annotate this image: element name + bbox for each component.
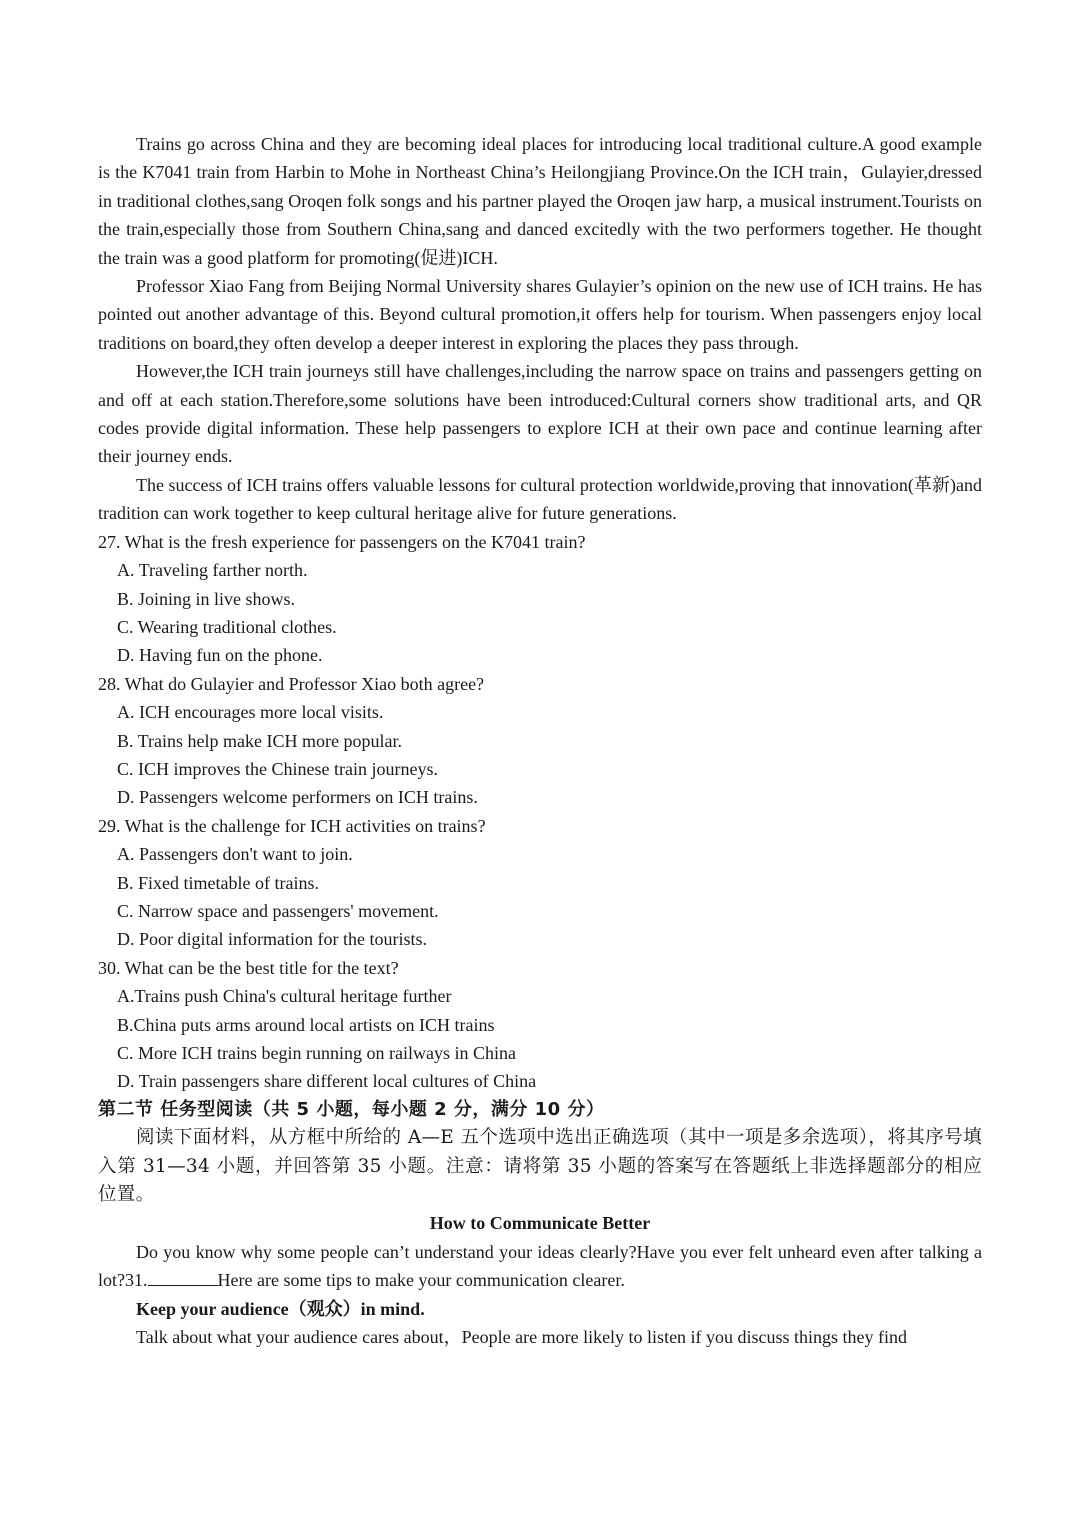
option-a: A. Passengers don't want to join.	[117, 844, 353, 865]
intro-paragraph	[98, 1238, 982, 1295]
option-a: A.Trains push China's cultural heritage further	[117, 986, 452, 1007]
option-c: C. More ICH trains begin running on railways in China	[117, 1043, 516, 1063]
option-b: B.China puts arms around local artists on ICH trains	[117, 1014, 495, 1035]
question-list	[98, 528, 982, 1096]
option-d: D. Having fun on the phone.	[117, 645, 323, 666]
tip-subheading: Keep your audience（观众）in mind.	[136, 1298, 425, 1319]
passage-title: How to Communicate Better	[429, 1213, 651, 1234]
option-b: B. Joining in live shows.	[117, 588, 296, 609]
answer-blank-31	[148, 1267, 218, 1286]
option-b: B. Fixed timetable of trains.	[117, 872, 319, 893]
option-d: D. Passengers welcome performers on ICH trains.	[117, 787, 478, 808]
section-2	[98, 1096, 982, 1352]
intro-text-continued: Here are some tips to make your communication clearer.	[217, 1270, 625, 1291]
option-c: C. Narrow space and passengers' movement.	[117, 900, 439, 921]
passage-paragraph-2: Professor Xiao Fang from Beijing Normal University shares Gulayier’s opinion on the new use of ICH trains. He has pointed out another advantage of this. Beyond cultural promotion,it offers help for tourism. When passengers enjoy local traditions on board,they often develop a deeper interest in exploring the places they pass through.	[98, 276, 982, 353]
option-c: C. ICH improves the Chinese train journeys.	[117, 758, 438, 779]
exam-page	[98, 130, 982, 1351]
section-instructions: 阅读下面材料，从方框中所给的 A—E 五个选项中选出正确选项（其中一项是多余选项），将其序号填入第 31—34 小题，并回答第 35 小题。注意：请将第 35 小题的答案写在答题纸上非选择题部分的相应位置。	[98, 1127, 982, 1206]
question-27	[98, 528, 982, 670]
option-a: A. Traveling farther north.	[117, 560, 308, 581]
option-b: B. Trains help make ICH more popular.	[117, 730, 402, 751]
question-stem: 27. What is the fresh experience for passengers on the K7041 train?	[98, 531, 586, 552]
passage-paragraph-4: The success of ICH trains offers valuable lessons for cultural protection worldwide,proving that innovation(革新)and tradition can work together to keep cultural heritage alive for future generations.	[98, 474, 982, 524]
question-stem: 29. What is the challenge for ICH activities on trains?	[98, 815, 486, 836]
question-stem: 30. What can be the best title for the text?	[98, 957, 399, 978]
option-c: C. Wearing traditional clothes.	[117, 616, 337, 637]
passage-paragraph-3: However,the ICH train journeys still have challenges,including the narrow space on trains and passengers getting on and off at each station.Therefore,some solutions have been introduced:Cultural corners show traditional arts, and QR codes provide digital information. These help passengers to explore ICH at their own pace and continue learning after their journey ends.	[98, 361, 982, 467]
question-stem: 28. What do Gulayier and Professor Xiao both agree?	[98, 673, 485, 694]
tip-paragraph: Talk about what your audience cares about，People are more likely to listen if you discuss things they find	[136, 1327, 908, 1348]
question-28	[98, 670, 982, 812]
passage-paragraph-1: Trains go across China and they are becoming ideal places for introducing local traditional culture.A good example is the K7041 train from Harbin to Mohe in Northeast China’s Heilongjiang Province.On the ICH train，Gulayier,dressed in traditional clothes,sang Oroqen folk songs and his partner played the Oroqen jaw harp, a musical instrument.Tourists on the train,especially those from Southern China,sang and danced excitedly with the two performers together. He thought the train was a good platform for promoting(促进)ICH.	[98, 134, 982, 268]
reading-passage	[98, 130, 982, 528]
section-heading: 第二节 任务型阅读（共 5 小题，每小题 2 分，满分 10 分）	[98, 1098, 605, 1120]
option-d: D. Train passengers share different local cultures of China	[117, 1071, 537, 1092]
question-29	[98, 812, 982, 954]
option-d: D. Poor digital information for the tourists.	[117, 929, 427, 950]
intro-text: Do you know why some people can’t understand your ideas clearly?Have you ever felt unheard even after talking a lot?31.	[98, 1241, 982, 1291]
option-a: A. ICH encourages more local visits.	[117, 702, 384, 723]
question-30	[98, 954, 982, 1096]
